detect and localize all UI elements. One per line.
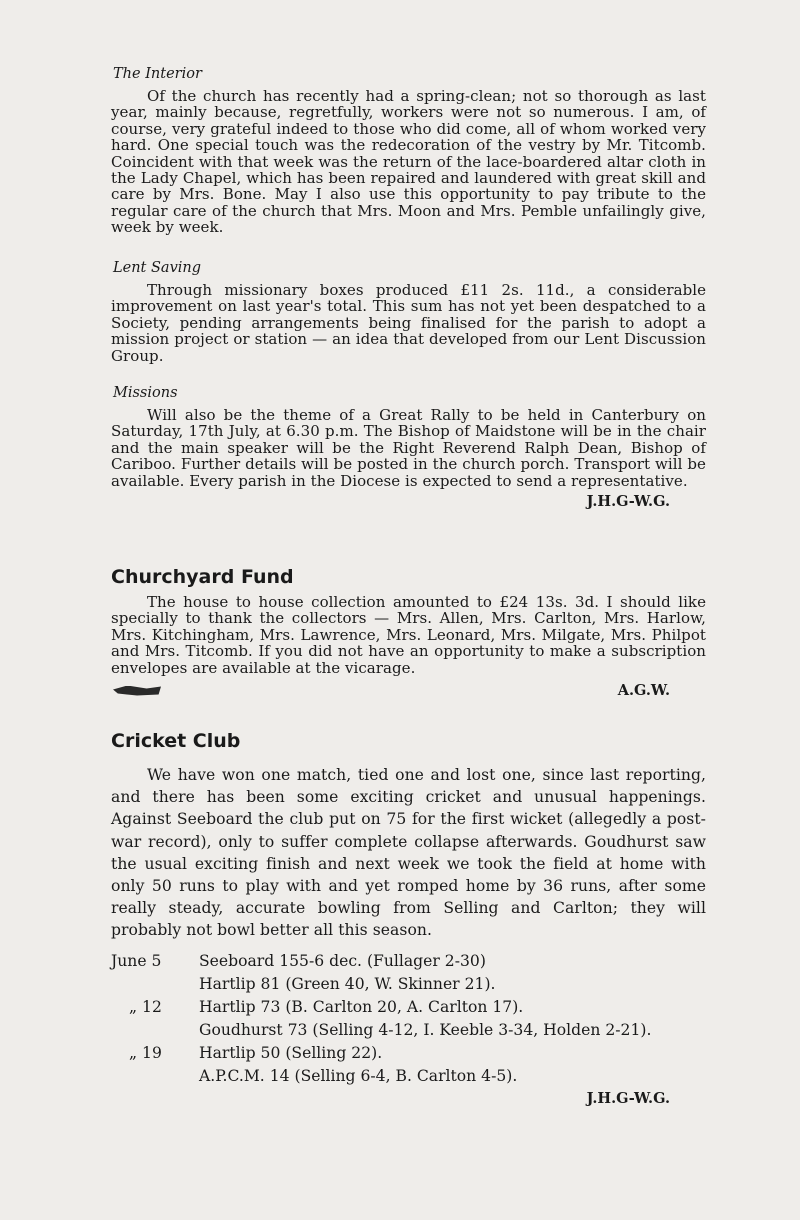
interior-body: Of the church has recently had a spring-clean; not so thorough as last year, mainly because, regretfully, workers were not so numerous. I am, of course, very grateful indeed to those who did come, all of whom worked very hard. One special touch was the redecoration of the vestry by Mr. Titcomb. Coincident with that week was the return of the lace-boardered altar cloth in the Lady Chapel, which has been repaired and laundered with great skill and care by Mrs. Bone. May I also use this opportunity to pay tribute to the regular care of the church that Mrs. Moon and Mrs. Pemble unfailingly give, week by week. — [111, 87, 706, 237]
cricket-results-table — [111, 952, 651, 1090]
churchyard-section — [111, 566, 706, 699]
lent-heading: Lent Saving — [113, 260, 202, 276]
missions-body: Will also be the theme of a Great Rally to be held in Canterbury on Saturday, 17th July, at 6.30 p.m. The Bishop of Maidstone will be in the chair and the main speaker will be the Right Reverend Ralph Dean, Bishop of Cariboo. Further details will be posted in the church porch. Transport will be available. Every parish in the Diocese is expected to send a representative. — [111, 406, 706, 490]
ink-smudge — [113, 686, 161, 696]
missions-section — [111, 385, 706, 510]
result-row — [111, 1067, 651, 1090]
cricket-section — [111, 730, 706, 1107]
result-text: Hartlip 50 (Selling 22). — [199, 1043, 383, 1062]
result-date: „ 12 — [129, 997, 162, 1016]
missions-signature: J.H.G-W.G. — [586, 493, 670, 511]
churchyard-heading: Churchyard Fund — [111, 566, 294, 588]
result-text: Goudhurst 73 (Selling 4-12, I. Keeble 3-34, Holden 2-21). — [199, 1020, 652, 1039]
result-date: June 5 — [111, 951, 162, 970]
cricket-body: We have won one match, tied one and lost one, since last reporting, and there has been some exciting cricket and unusual happenings. Against Seeboard the club put on 75 for the first wicket (allegedly a post-war record), only to suffer complete collapse afterwards. Goudhurst saw the usual exciting finish and next week we took the field at home with only 50 runs to play with and yet romped home by 36 runs, after some really steady, accurate bowling from Selling and Carlton; they will probably not bowl better all this season. — [111, 766, 706, 940]
churchyard-signature: A.G.W. — [617, 682, 670, 700]
result-row — [111, 1044, 651, 1067]
result-date — [111, 1067, 199, 1090]
lent-body: Through missionary boxes produced £11 2s. 11d., a considerable improvement on last year's total. This sum has not yet been despatched to a Society, pending arrangements being finalised for the parish to adopt a mission project or station — an idea that developed from our Lent Discussion Group. — [111, 281, 706, 365]
result-date: „ 19 — [129, 1043, 162, 1062]
result-date — [111, 1021, 199, 1044]
missions-heading: Missions — [113, 385, 178, 401]
interior-heading: The Interior — [113, 66, 202, 82]
result-text: Seeboard 155-6 dec. (Fullager 2-30) — [199, 951, 486, 970]
result-row — [111, 952, 651, 975]
result-row — [111, 975, 651, 998]
lent-section — [111, 260, 706, 364]
result-text: A.P.C.M. 14 (Selling 6-4, B. Carlton 4-5). — [199, 1066, 518, 1085]
interior-section — [111, 66, 706, 236]
result-row — [111, 998, 651, 1021]
result-text: Hartlip 73 (B. Carlton 20, A. Carlton 17). — [199, 997, 524, 1016]
churchyard-signature-row — [111, 682, 706, 699]
result-text: Hartlip 81 (Green 40, W. Skinner 21). — [199, 974, 496, 993]
cricket-heading: Cricket Club — [111, 730, 241, 752]
cricket-signature: J.H.G-W.G. — [586, 1089, 670, 1107]
churchyard-body: The house to house collection amounted to £24 13s. 3d. I should like specially to thank the collectors — Mrs. Allen, Mrs. Carlton, Mrs. Harlow, Mrs. Kitchingham, Mrs. Lawrence, Mrs. Leonard, Mrs. Milgate, Mrs. Philpot and Mrs. Titcomb. If you did not have an opportunity to make a subscription envelopes are available at the vicarage. — [111, 593, 706, 677]
result-row — [111, 1021, 651, 1044]
result-date — [111, 975, 199, 998]
